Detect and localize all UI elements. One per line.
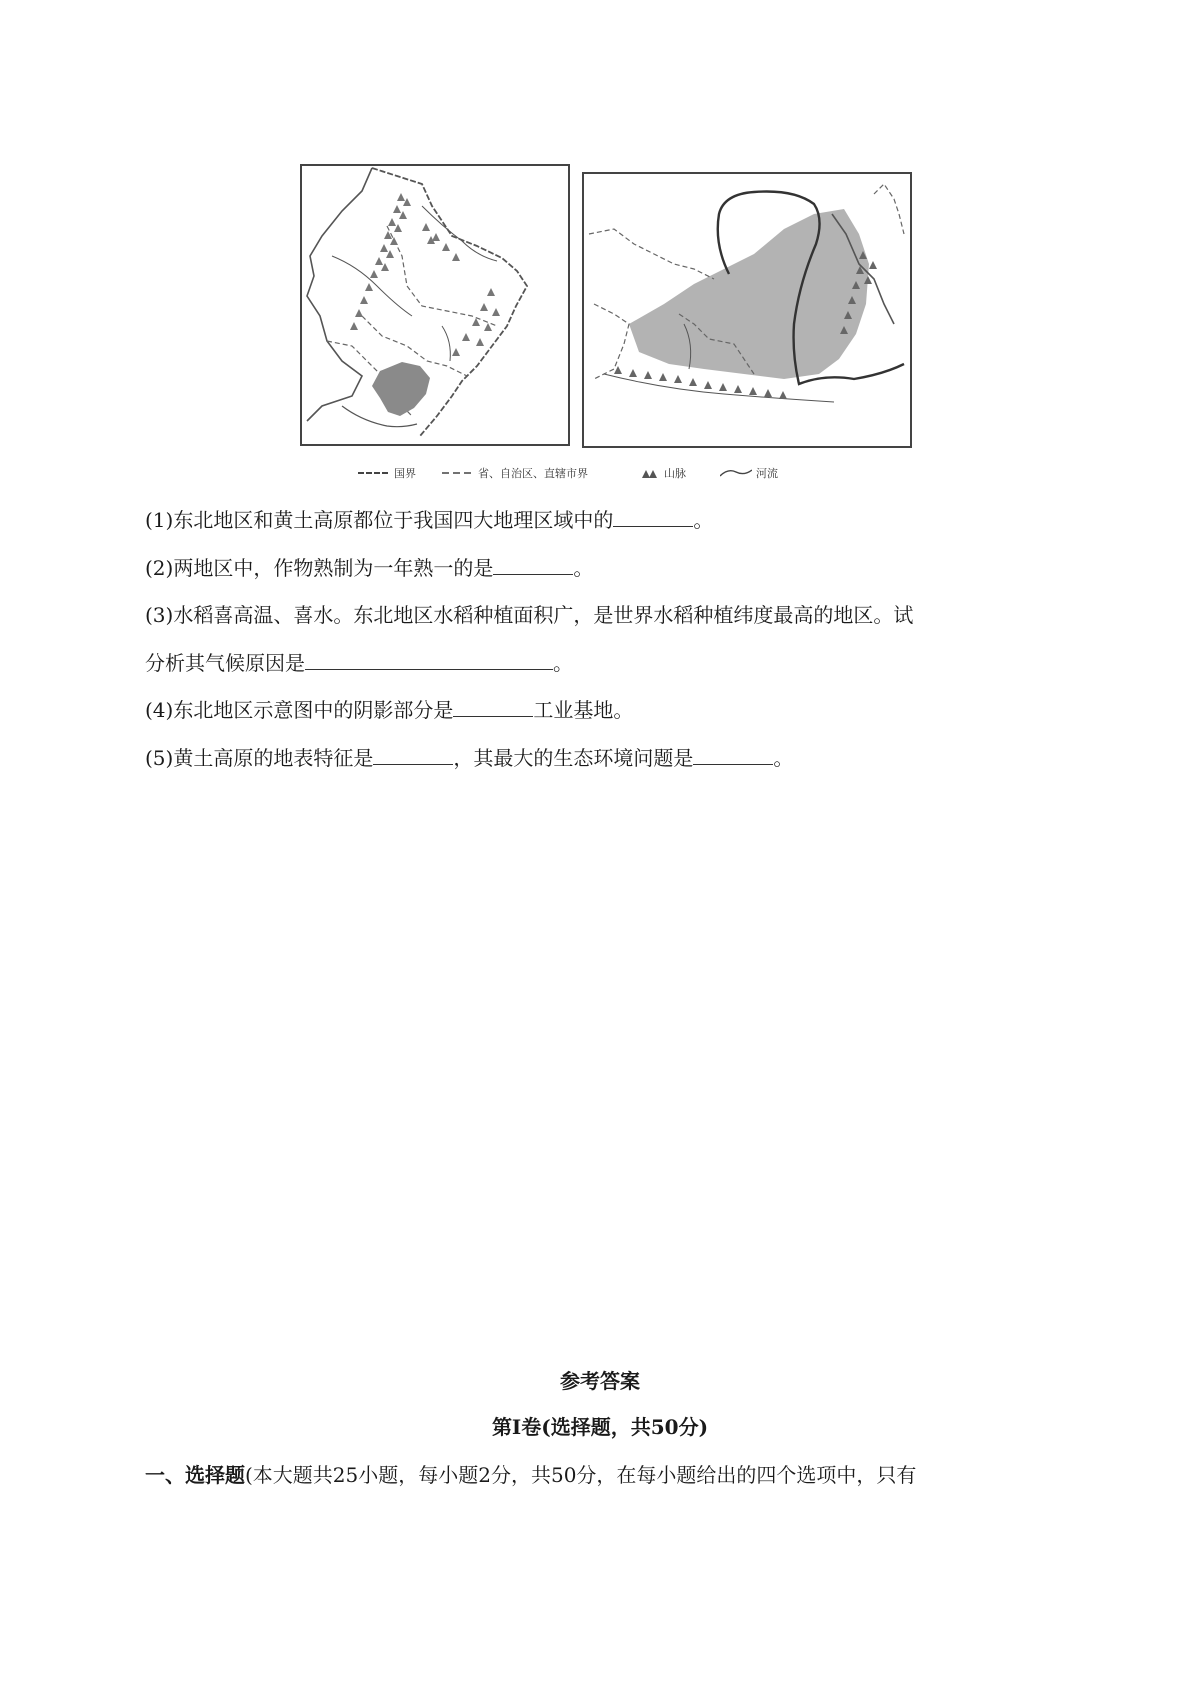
question-3-line-2: [145, 649, 573, 677]
part-one-label: 一、选择题: [145, 1463, 245, 1487]
answer-blank[interactable]: [493, 554, 573, 575]
northeast-china-map: [300, 164, 570, 446]
loess-plateau-map: [582, 172, 912, 448]
question-5-suffix: 。: [773, 746, 794, 770]
map-figure: [296, 160, 908, 490]
national-border-symbol-icon: [358, 469, 390, 477]
question-1: [145, 506, 713, 534]
question-4-text: (4)东北地区示意图中的阴影部分是: [145, 698, 454, 722]
question-3-continuation: 分析其气候原因是: [145, 651, 305, 675]
answer-blank[interactable]: [373, 744, 453, 765]
loess-plateau-drawing: [584, 174, 910, 446]
question-2-suffix: 。: [573, 556, 594, 580]
part-one-text: (本大题共25小题，每小题2分，共50分，在每小题给出的四个选项中，只有: [245, 1463, 917, 1487]
mountain-symbol-icon: [640, 468, 660, 478]
question-4: [145, 696, 633, 724]
question-2-text: (2)两地区中，作物熟制为一年熟一的是: [145, 556, 494, 580]
legend-river: [720, 465, 778, 481]
river-symbol-icon: [720, 468, 752, 478]
question-1-suffix: 。: [693, 508, 714, 532]
question-3-line-1: [145, 601, 913, 629]
question-5: [145, 744, 793, 772]
legend-provincial-border-label: 省、自治区、直辖市界: [478, 467, 588, 480]
answer-blank[interactable]: [305, 649, 553, 670]
question-5-text: (5)黄土高原的地表特征是: [145, 746, 374, 770]
legend-river-label: 河流: [756, 467, 778, 480]
legend-national-border: [358, 465, 416, 481]
provincial-border-symbol-icon: [442, 469, 474, 477]
legend-provincial-border: [442, 465, 588, 481]
legend-national-border-label: 国界: [394, 467, 416, 480]
question-3-suffix: 。: [553, 651, 573, 675]
question-3-text: (3)水稻喜高温、喜水。东北地区水稻种植面积广，是世界水稻种植纬度最高的地区。试: [145, 603, 914, 627]
northeast-map-drawing: [302, 166, 568, 444]
part-one-instructions: [145, 1461, 916, 1489]
question-1-text: (1)东北地区和黄土高原都位于我国四大地理区域中的: [145, 508, 614, 532]
question-2: [145, 554, 593, 582]
map-legend: [358, 462, 858, 484]
answer-blank[interactable]: [693, 744, 773, 765]
answer-blank[interactable]: [453, 696, 533, 717]
answers-title: 参考答案: [560, 1369, 640, 1393]
question-5-middle: ，其最大的生态环境问题是: [453, 746, 694, 770]
section-title: 第Ⅰ卷(选择题，共50分): [491, 1415, 709, 1439]
legend-mountains-label: 山脉: [664, 467, 686, 480]
question-4-suffix: 工业基地。: [533, 698, 634, 722]
answer-blank[interactable]: [613, 506, 693, 527]
legend-mountains: [640, 465, 686, 481]
